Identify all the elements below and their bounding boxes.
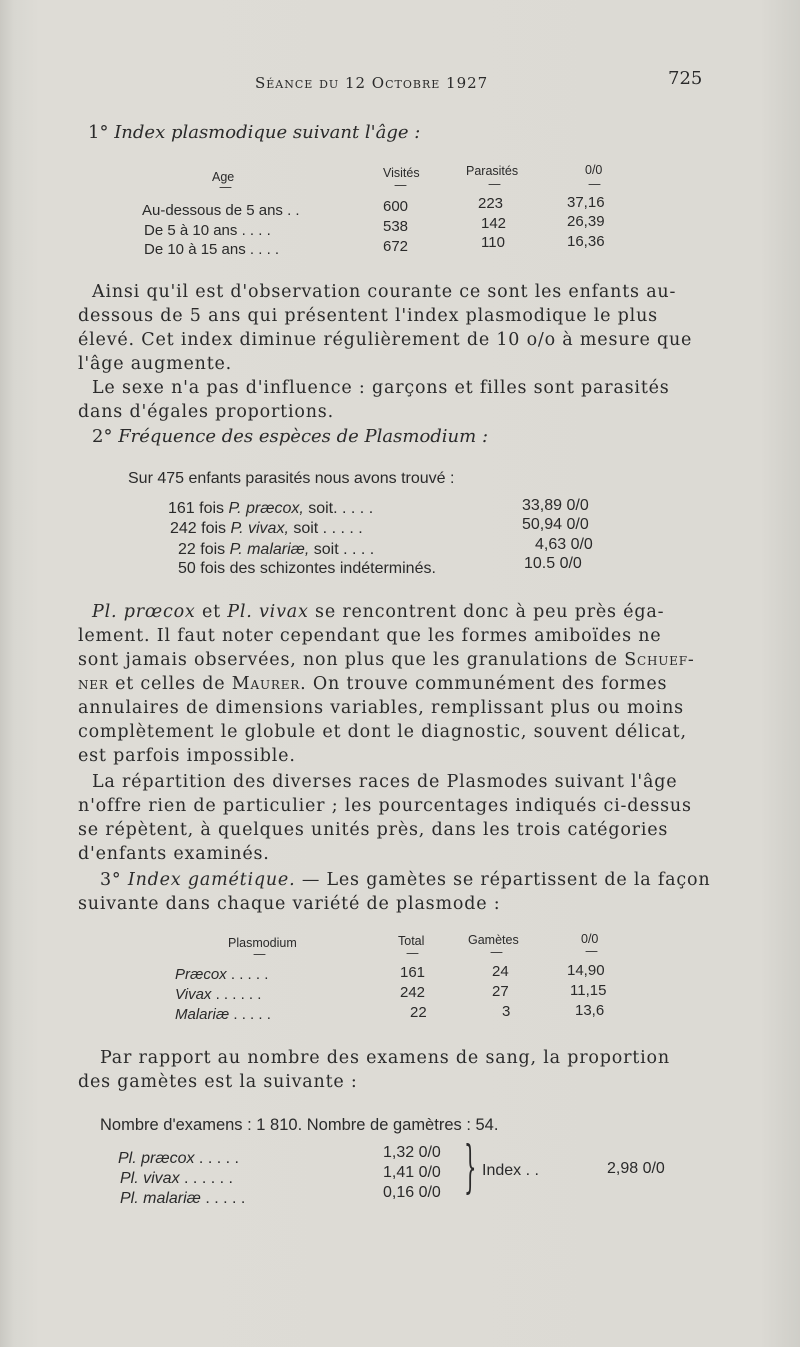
table1-dash: — [488,177,501,192]
table3-dash: — [490,945,503,960]
list-item-prefix: 22 fois [178,541,230,558]
paragraph-line: d'enfants examinés. [78,844,270,864]
text-run: se rencontrent donc à peu près éga- [308,602,665,622]
paragraph-line: se répètent, à quelques unités près, dans les trois catégories [78,820,669,840]
list-item-prefix: 50 fois des schizontes indéterminés. [178,560,436,577]
paragraph-line [78,648,695,672]
table-cell-total: 242 [400,984,426,1001]
list-item-species: P. malariæ, [229,541,310,558]
paragraph-line: dessous de 5 ans qui présentent l'index plasmodique le plus [78,306,658,326]
exam-summary: Nombre d'examens : 1 810. Nombre de gamètres : 54. [100,1116,499,1134]
paragraph-line: Le sexe n'a pas d'influence : garçons et filles sont parasités [92,378,670,398]
paragraph-line: élevé. Cet index diminue régulièrement de 10 o/o à mesure que [78,330,693,350]
table-cell-pct: 13,6 [575,1002,605,1019]
author-name: ner [78,674,109,694]
table-row-label [175,1006,271,1023]
list-item-value: 33,89 0/0 [522,497,589,514]
text-run: sont jamais observées, non plus que les granulations de [78,650,625,670]
paragraph-line [78,672,667,696]
section2-intro: Sur 475 enfants parasités nous avons trouvé : [128,470,455,487]
list-item [118,1150,239,1168]
table3-dash: — [585,944,598,959]
list-item [178,541,374,559]
table-row-label: De 10 à 15 ans . . . . [144,241,280,258]
species-name: Malariæ [175,1006,230,1023]
text-run: et celles de [108,674,232,694]
paragraph-line: Par rapport au nombre des examens de sang, la proportion [100,1048,670,1068]
list-item [168,500,373,518]
list-item-value: 1,41 0/0 [383,1164,441,1181]
table1-dash: — [588,177,601,192]
table-cell-parasites: 110 [481,234,505,251]
leader-dots: . . . . . [230,966,269,983]
section1-number: 1° [88,122,109,143]
species-name: Vivax [175,986,212,1003]
section2-number: 2° [92,426,113,447]
table3-col-pct: 0/0 [581,932,599,946]
table1-dash: — [219,180,232,195]
list-item-value: 4,63 0/0 [535,536,593,553]
list-item-species: P. præcox, [228,500,304,517]
paragraph-line: est parfois impossible. [78,746,296,766]
paragraph-line: des gamètes est la suivante : [78,1072,358,1092]
table-cell-visites: 538 [383,218,409,235]
paragraph-line: n'offre rien de particulier ; les pourcentages indiqués ci-dessus [78,796,692,816]
paragraph-line: Ainsi qu'il est d'observation courante ce sont les enfants au- [92,282,677,302]
table-cell-total: 161 [400,964,426,981]
table1-col-visites: Visités [383,166,420,180]
table-row-label: De 5 à 10 ans . . . . [144,222,271,239]
section1-heading [88,122,420,143]
list-item-value: 50,94 0/0 [522,516,589,533]
table-cell-pct: 11,15 [570,982,607,999]
table-cell-visites: 672 [383,238,409,255]
text-run: . On trouve communément des formes [300,674,668,694]
list-item [170,520,363,538]
paragraph-line: La répartition des diverses races de Plasmodes suivant l'âge [92,772,678,792]
table-row-label [175,966,268,983]
species-name: Pl. malariæ [120,1190,201,1207]
species-name: Pl. prœcox [92,602,196,622]
table3-dash: — [253,947,266,962]
leader-dots: . . . . . [233,1006,271,1023]
list-item-value: 1,32 0/0 [383,1144,441,1161]
table-cell-parasites: 142 [481,215,507,232]
list-item-value: 0,16 0/0 [383,1184,441,1201]
table1-dash: — [394,178,407,193]
table-cell-gametes: 24 [492,963,509,980]
paragraph-line: lement. Il faut noter cependant que les formes amiboïdes ne [78,626,662,646]
list-item-prefix: 242 fois [170,520,231,537]
paragraph-line: complètement le globule et dont le diagnostic, souvent délicat, [78,722,687,742]
table3-col-plasmodium: Plasmodium [228,936,297,950]
text-run: et [195,602,228,622]
table-cell-gametes: 3 [502,1003,511,1020]
species-name: Pl. præcox [118,1150,195,1167]
section3-heading [100,868,710,892]
species-name: Pl. vivax [227,602,309,622]
table1-col-parasites: Parasités [466,164,519,178]
author-name: Maurer [231,674,301,694]
brace-symbol: } [464,1135,477,1200]
leader-dots: . . . . . . [184,1170,233,1187]
table-row-label [175,986,261,1003]
paragraph-line [92,600,664,624]
table-cell-gametes: 27 [492,983,509,1000]
table-cell-pct: 26,39 [567,213,605,230]
species-name: Pl. vivax [120,1170,180,1187]
list-item-suffix: soit. . . . . [303,500,374,517]
leader-dots: . . . . . [198,1150,239,1167]
table-cell-pct: 16,36 [567,233,605,250]
paragraph-line: l'âge augmente. [78,354,233,374]
table-row-label: Au-dessous de 5 ans . . [142,202,300,219]
author-name: Schuef- [624,650,695,670]
list-item-value: 10.5 0/0 [524,555,582,572]
section3-title: Index gamétique. [127,870,296,890]
list-item [120,1170,233,1188]
list-item [120,1190,245,1208]
list-item-suffix: soit . . . . . [288,520,363,537]
table3-dash: — [406,946,419,961]
paragraph-line: suivante dans chaque variété de plasmode : [78,894,501,914]
leader-dots: . . . . . . [215,986,262,1003]
paragraph-line: annulaires de dimensions variables, remplissant plus ou moins [78,698,684,718]
section3-number: 3° [100,870,122,890]
section2-heading [92,426,488,447]
leader-dots: . . . . . [205,1190,246,1207]
table-cell-pct: 37,16 [567,194,605,211]
section1-title: Index plasmodique suivant l'âge : [114,122,421,143]
table-cell-total: 22 [410,1004,427,1021]
table-cell-visites: 600 [383,198,409,215]
table3-col-gametes: Gamètes [468,933,519,947]
paragraph-line: dans d'égales proportions. [78,402,334,422]
section2-title: Fréquence des espèces de Plasmodium : [118,426,489,447]
page-number: 725 [668,68,703,89]
table1-col-age: Age [212,170,235,184]
running-header: Séance du 12 Octobre 1927 [255,74,489,92]
index-value: 2,98 0/0 [607,1160,665,1177]
species-name: Præcox [175,966,227,983]
text-run: — Les gamètes se répartissent de la façon [295,870,711,890]
table-cell-parasites: 223 [478,195,504,212]
list-item-prefix: 161 fois [168,500,229,517]
table-cell-pct: 14,90 [567,962,605,979]
list-item-suffix: soit . . . . [309,541,375,558]
table1-col-pct: 0/0 [585,163,603,177]
table3-col-total: Total [398,934,425,948]
list-item-species: P. vivax, [230,520,289,537]
index-label: Index . . [482,1162,539,1179]
